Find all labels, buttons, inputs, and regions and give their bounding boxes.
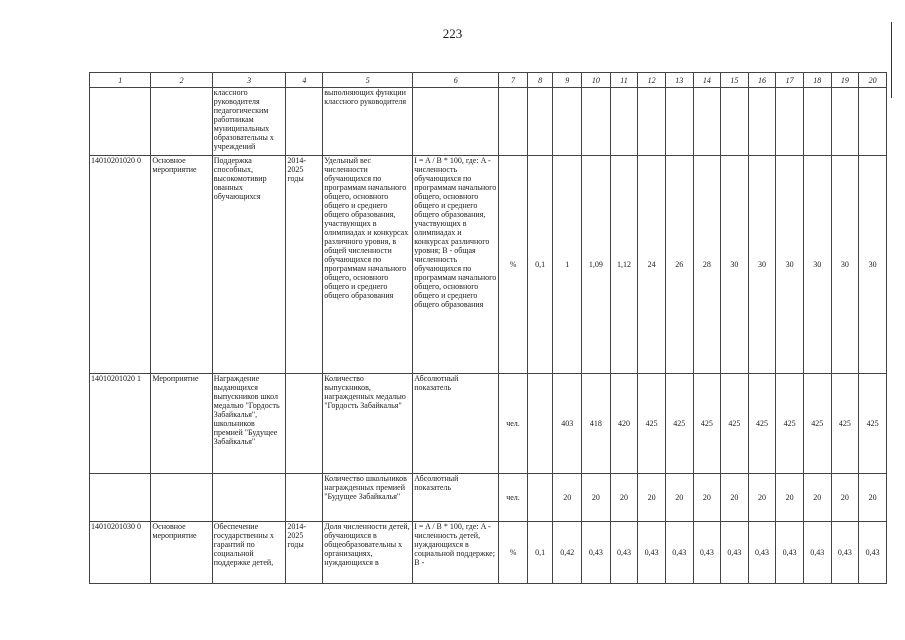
value-cell: 403: [553, 374, 582, 474]
value-cell: 0,1: [527, 522, 553, 584]
type-cell: Мероприятие: [151, 374, 212, 474]
period-cell: [286, 88, 323, 156]
value-cell: 425: [831, 374, 859, 474]
value-cell: [693, 88, 721, 156]
value-cell: [803, 88, 831, 156]
period-cell: [286, 374, 323, 474]
value-cell: 20: [721, 474, 749, 522]
value-cell: 20: [610, 474, 638, 522]
value-cell: 1,12: [610, 156, 638, 374]
value-cell: [527, 88, 553, 156]
header-cell: 11: [610, 73, 638, 88]
value-cell: 0,43: [748, 522, 776, 584]
value-cell: [527, 474, 553, 522]
value-cell: [831, 88, 859, 156]
value-cell: 0,43: [831, 522, 859, 584]
value-cell: 20: [638, 474, 666, 522]
header-cell: 15: [721, 73, 749, 88]
unit-cell: %: [499, 522, 528, 584]
value-cell: 20: [693, 474, 721, 522]
name-cell: классного руководителя педагогическим работникам муниципальных образовательны х учреждений: [212, 88, 286, 156]
value-cell: 28: [693, 156, 721, 374]
value-cell: [638, 88, 666, 156]
value-cell: 30: [803, 156, 831, 374]
value-cell: 0,43: [859, 522, 887, 584]
header-cell: 12: [638, 73, 666, 88]
value-cell: 20: [665, 474, 693, 522]
header-cell: 18: [803, 73, 831, 88]
value-cell: 1,09: [582, 156, 611, 374]
table-row: [90, 88, 887, 156]
value-cell: 0,43: [776, 522, 804, 584]
unit-cell: чел.: [499, 374, 528, 474]
value-cell: 20: [803, 474, 831, 522]
value-cell: 0,43: [803, 522, 831, 584]
value-cell: 1: [553, 156, 582, 374]
formula-cell: I = A / B * 100, где: A - численность детей, нуждающихся в социальной поддержке; B -: [413, 522, 499, 584]
header-cell: 19: [831, 73, 859, 88]
value-cell: [665, 88, 693, 156]
value-cell: 0,43: [665, 522, 693, 584]
value-cell: 30: [776, 156, 804, 374]
code-cell: 14010201020 0: [90, 156, 151, 374]
unit-cell: [499, 88, 528, 156]
code-cell: 14010201030 0: [90, 522, 151, 584]
value-cell: 0,43: [582, 522, 611, 584]
header-cell: 2: [151, 73, 212, 88]
name-cell: Поддержка способных, высокомотивир ованных обучающихся: [212, 156, 286, 374]
formula-cell: I = A / B * 100, где: A - численность обучающихся по программам начального общего, основного общего и среднего общего образования, участвующих в олимпиадах и конкурсах различного уровня; B - общая численность обучающихся по программам начального общего, основного общего и среднего общего образования: [413, 156, 499, 374]
page-number: 223: [442, 26, 463, 41]
indicator-cell: выполняющих функции классного руководителя: [323, 88, 413, 156]
value-cell: 425: [776, 374, 804, 474]
type-cell: [151, 88, 212, 156]
value-cell: 0,1: [527, 156, 553, 374]
value-cell: 24: [638, 156, 666, 374]
formula-cell: Абсолютный показатель: [413, 474, 499, 522]
indicator-cell: Удельный вес численности обучающихся по программам начального общего, основного общего и среднего общего образования, участвующих в олимпиадах и конкурсах различного уровня, в общей численности обучающихся по программам начального общего, основного общего и среднего общего образования: [323, 156, 413, 374]
header-cell: 17: [776, 73, 804, 88]
header-cell: 10: [582, 73, 611, 88]
value-cell: [610, 88, 638, 156]
value-cell: [721, 88, 749, 156]
table-row: [90, 474, 887, 522]
header-cell: 1: [90, 73, 151, 88]
header-cell: 5: [323, 73, 413, 88]
name-cell: Награждение выдающихся выпускников школ медалью "Гордость Забайкалья", школьников премией "Будущее Забайкалья": [212, 374, 286, 474]
indicator-cell: Количество школьников награжденных премией "Будущее Забайкалья": [323, 474, 413, 522]
table-row: [90, 522, 887, 584]
name-cell: [212, 474, 286, 522]
unit-cell: %: [499, 156, 528, 374]
value-cell: 20: [831, 474, 859, 522]
value-cell: 26: [665, 156, 693, 374]
value-cell: [582, 88, 611, 156]
formula-cell: Абсолютный показатель: [413, 374, 499, 474]
header-cell: 13: [665, 73, 693, 88]
header-cell: 14: [693, 73, 721, 88]
header-cell: 7: [499, 73, 528, 88]
value-cell: 0,43: [610, 522, 638, 584]
page-edge-line: [891, 22, 892, 98]
period-cell: 2014-2025 годы: [286, 522, 323, 584]
header-cell: 20: [859, 73, 887, 88]
header-cell: 9: [553, 73, 582, 88]
value-cell: 0,42: [553, 522, 582, 584]
value-cell: 30: [831, 156, 859, 374]
header-cell: 6: [413, 73, 499, 88]
type-cell: Основное мероприятие: [151, 522, 212, 584]
formula-cell: [413, 88, 499, 156]
value-cell: 30: [721, 156, 749, 374]
period-cell: 2014-2025 годы: [286, 156, 323, 374]
value-cell: 420: [610, 374, 638, 474]
table-row: [90, 374, 887, 474]
value-cell: 20: [582, 474, 611, 522]
indicator-cell: Доля численности детей, обучающихся в общеобразовательны х организациях, нуждающихся в: [323, 522, 413, 584]
program-table: [89, 72, 887, 584]
value-cell: 418: [582, 374, 611, 474]
indicator-cell: Количество выпускников, награжденных медалью "Гордость Забайкалья": [323, 374, 413, 474]
value-cell: [553, 88, 582, 156]
value-cell: [859, 88, 887, 156]
value-cell: 425: [748, 374, 776, 474]
name-cell: Обеспечение государственны х гарантий по социальной поддержке детей,: [212, 522, 286, 584]
header-row: [90, 73, 887, 88]
period-cell: [286, 474, 323, 522]
value-cell: 20: [776, 474, 804, 522]
value-cell: 0,43: [693, 522, 721, 584]
value-cell: 20: [859, 474, 887, 522]
header-cell: 4: [286, 73, 323, 88]
value-cell: 20: [553, 474, 582, 522]
value-cell: 0,43: [638, 522, 666, 584]
value-cell: 425: [638, 374, 666, 474]
type-cell: Основное мероприятие: [151, 156, 212, 374]
value-cell: 425: [721, 374, 749, 474]
code-cell: [90, 88, 151, 156]
table-row: [90, 156, 887, 374]
value-cell: 20: [748, 474, 776, 522]
header-cell: 16: [748, 73, 776, 88]
type-cell: [151, 474, 212, 522]
value-cell: [748, 88, 776, 156]
value-cell: 425: [693, 374, 721, 474]
value-cell: [527, 374, 553, 474]
code-cell: 14010201020 1: [90, 374, 151, 474]
value-cell: 0,43: [721, 522, 749, 584]
header-cell: 8: [527, 73, 553, 88]
value-cell: 425: [859, 374, 887, 474]
value-cell: 30: [859, 156, 887, 374]
value-cell: [776, 88, 804, 156]
value-cell: 425: [665, 374, 693, 474]
code-cell: [90, 474, 151, 522]
value-cell: 30: [748, 156, 776, 374]
value-cell: 425: [803, 374, 831, 474]
header-cell: 3: [212, 73, 286, 88]
unit-cell: чел.: [499, 474, 528, 522]
